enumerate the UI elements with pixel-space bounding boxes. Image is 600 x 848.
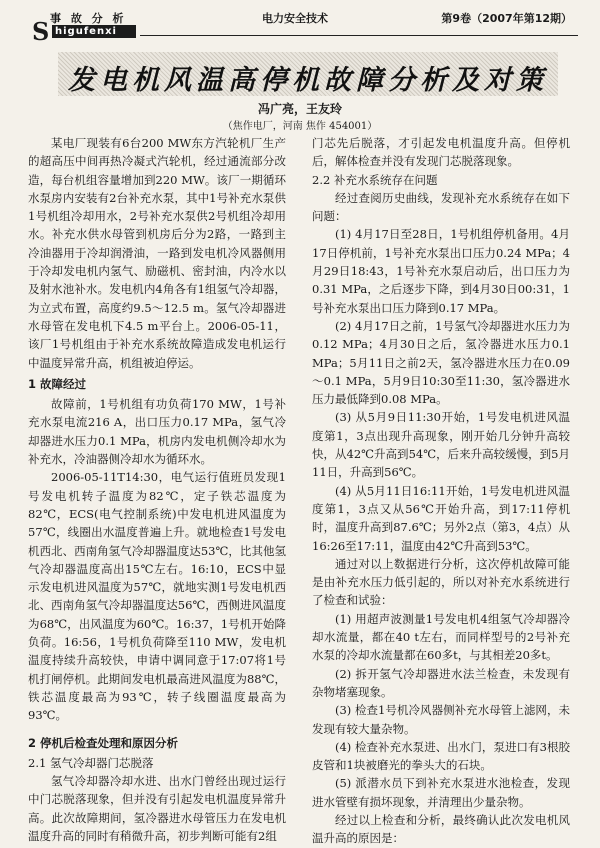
running-header <box>22 8 578 46</box>
check-item: (1) 用超声波测量1号发电机4组氢气冷却器冷却水流量，都在40 t左右，而同样型号的2号补充水泵的冷却水流量都在60多t，与其相差20多t。 <box>312 611 570 663</box>
intro-paragraph: 某电厂现装有6台200 MW东方汽轮机厂生产的超高压中间再热冷凝式汽轮机，经过通流部分改造，每台机组容量增加到220 MW。该厂一期循环水泵房内安装有2台补充水泵，其中1号补充水泵供1号机组冷却用水，2号补充水泵供2号机组冷却用水。补充水供水母管到机房后分为2路，一路到主冷油器用于冷却润滑油，一路到发电机冷风器侧用于冷却发电机内氢气、励磁机、密封油，内冷水以及射水池补水。发电机内4角各有1组氢气冷却器，为立式布置，高度约9.5～12.5 m。氢气冷却器进水母管在发电机下4.5 m平台上。2006-05-11，该厂1号机组由于补充水系统故障造成发电机运行中温度异常升高，机组被迫停运。 <box>28 136 286 370</box>
section-2-heading: 2 停机后检查处理和原因分析 <box>28 735 179 750</box>
authors: 冯广亮，王友玲 <box>257 102 342 116</box>
right-column <box>312 134 570 848</box>
title-band <box>58 52 558 96</box>
column-logo <box>32 10 150 46</box>
conclusion-paragraph: 经过以上检查和分析，最终确认此次发电机风温升高的原因是： <box>312 812 570 846</box>
check-item: (2) 拆开氢气冷却器进水法兰检查，未发现有杂物堵塞现象。 <box>312 666 570 699</box>
continued-paragraph: 门芯先后脱落，才引起发电机温度升高。但停机后，解体检查并没有发现门芯脱落现象。 <box>312 136 570 169</box>
problem-item: (3) 从5月9日11:30开始，1号发电机进风温度第1，3点出现升高现象，刚开始几分钟升高较快，从42℃升高到54℃，后来升高较缓慢，到5月11日，升高到56℃。 <box>312 410 570 480</box>
column-logo-top: 事 故 分 析 <box>50 12 127 25</box>
section-1-heading: 1 故障经过 <box>28 376 87 391</box>
column-logo-initial: S <box>32 17 50 46</box>
section-2-1-heading: 2.1 氢气冷却器门芯脱落 <box>28 755 154 770</box>
affiliation: （焦作电厂，河南 焦作 454001） <box>222 121 378 132</box>
check-item: (4) 检查补充水泵进、出水门，泵进口有3根胶皮管和1块被磨光的拳头大的石块。 <box>312 739 570 773</box>
analysis-paragraph: 通过对以上数据进行分析，这次停机故障可能是由补充水压力低引起的，所以对补充水系统进行了检查和试验： <box>312 556 570 608</box>
section-1-paragraph: 故障前，1号机组有功负荷170 MW，1号补充水泵电流216 A，出口压力0.17 MPa，氢气冷却器进水压力0.1 MPa，机房内发电机侧冷却水为补充水，冷油器侧冷却水为循环水。 <box>28 397 286 467</box>
check-item: (3) 检查1号机冷风器侧补充水母管上滤网，未发现有较大量杂物。 <box>312 703 570 736</box>
journal-name: 电力安全技术 <box>262 12 328 25</box>
column-logo-rest: higufenxi <box>52 25 136 38</box>
issue-info: 第9卷（2007年第12期） <box>441 12 572 25</box>
problem-item: (1) 4月17日至28日，1号机组停机备用。4月17日停机前，1号补充水泵出口压力0.24 MPa；4月29日18:43，1号补充水泵启动后，出口压力为0.31 MPa，之后逐步下降，到4月30日00:31，1号补充水泵出口压力降到0.17 MPa。 <box>312 227 570 315</box>
left-column <box>28 134 286 845</box>
section-1-paragraph: 2006-05-11T14:30，电气运行值班员发现1号发电机转子温度为82℃，定子铁芯温度为82℃，ECS(电气控制系统)中发电机进风温度为57℃，线圈出水温度普遍上升。就地检查1号发电机西北、西南角氢气冷却器温度达53℃，比其他氢气冷却器温度高出15℃左右。16:10，ECS中显示发电机进风温度为57℃，就地实测1号发电机西北、西南角氢气冷却器温度达56℃，西侧进风温度为68℃，出风温度为60℃。16:37，1号机开始降负荷。16:56，1号机负荷降至110 MW，发电机温度持续升高较快，申请中调同意于17:07将1号机打闸停机。此期间发电机最高进风温度为88℃，铁芯温度最高为93℃，转子线圈温度最高为93℃。 <box>28 470 286 723</box>
article-title: 发电机风温高停机故障分析及对策 <box>68 65 548 96</box>
section-2-2-heading: 2.2 补充水系统存在问题 <box>312 172 438 187</box>
section-2-1-paragraph: 氢气冷却器冷却水进、出水门曾经出现过运行中门芯脱落现象，但并没有引起发电机温度异常升高。此次故障期间，氢冷器进水母管压力在发电机温度升高的同时有稍微升高，初步判断可能有2组 <box>28 774 286 843</box>
problem-item: (2) 4月17日之前，1号氢气冷却器进水压力为0.12 MPa；4月30日之后，氢冷器进水压力0.1 MPa；5月11日之前2天，氢冷器进水压力在0.09～0.1 MPa，5月9日10:30至11:30，氢冷器进水压力最低降到0.08 MPa。 <box>312 318 570 407</box>
check-item: (5) 派潜水员下到补充水泵进水池检查，发现进水管壁有损坏现象，并清理出少量杂物。 <box>312 776 570 809</box>
problem-item: (4) 从5月11日16:11开始，1号发电机进风温度第1，3点又从56℃开始升高，到17:11停机时，温度升高到87.6℃；另外2点（第3，4点）从16:26至17:11，温度由42℃升高到53℃。 <box>312 483 570 553</box>
header-rule <box>140 35 578 36</box>
section-2-2-paragraph: 经过查阅历史曲线，发现补充水系统存在如下问题： <box>312 190 570 224</box>
